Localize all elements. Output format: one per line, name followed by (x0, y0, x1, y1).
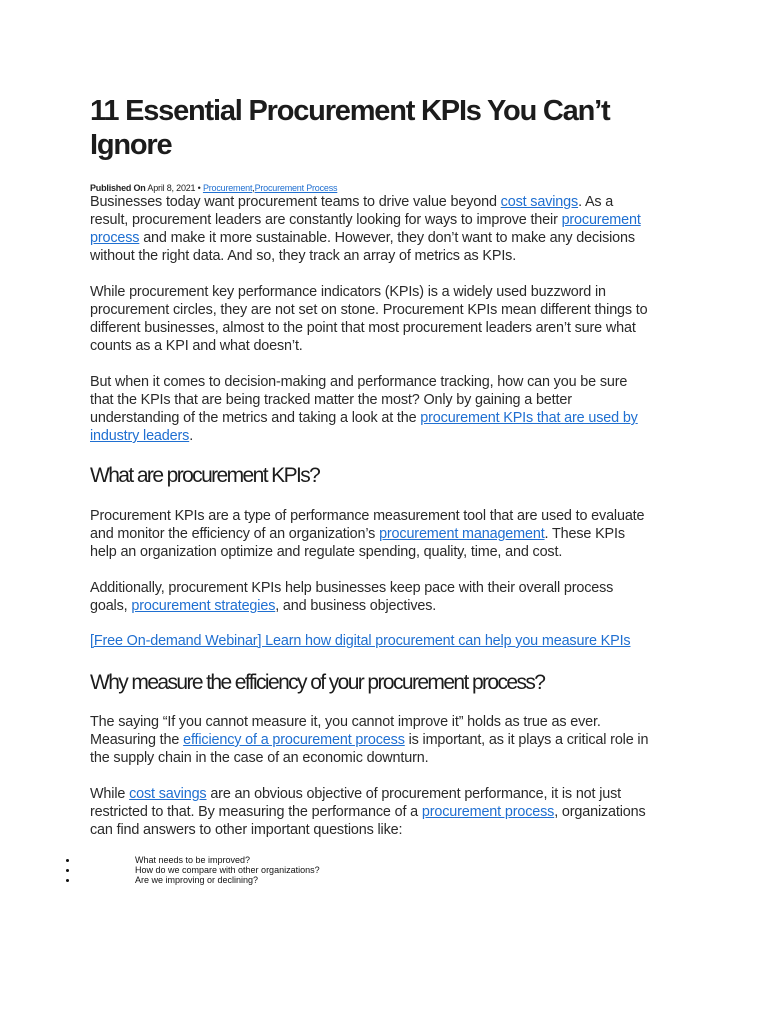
text: result, procurement leaders are constantly looking for ways to improve their (90, 212, 562, 228)
text: . As a (578, 194, 614, 210)
bullet-icon (66, 869, 69, 872)
text: restricted to that. By measuring the performance of a (90, 804, 422, 820)
text-line: The saying “If you cannot measure it, you cannot improve it” holds as true as ever. (90, 714, 601, 730)
category-separator: , (252, 183, 255, 193)
text: , and business objectives. (275, 598, 437, 614)
bullet-icon (66, 879, 69, 882)
published-date: April 8, 2021 (147, 183, 196, 193)
paragraph-cost-savings (90, 785, 680, 839)
cost-savings-link[interactable]: cost savings (500, 194, 579, 210)
paragraph-buzzword (90, 283, 680, 355)
text-line: Additionally, procurement KPIs help businesses keep pace with their overall process (90, 580, 614, 596)
text-line: different businesses, almost to the point that most procurement leaders aren’t sure what (90, 320, 636, 336)
text: are an obvious objective of procurement performance, it is not just (206, 786, 622, 802)
section-heading-what-are-kpis: What are procurement KPIs? (90, 464, 320, 487)
list-item (90, 865, 320, 875)
text-line: But when it comes to decision-making and performance tracking, how can you be sure (90, 374, 628, 390)
text: understanding of the metrics and taking a look at the (90, 410, 421, 426)
procurement-process-link-cont[interactable]: process (90, 230, 140, 246)
paragraph-definition (90, 507, 680, 561)
text-line: procurement circles, they are not set on stone. Procurement KPIs mean different things to (90, 302, 648, 318)
text: While (90, 786, 130, 802)
text: goals, (90, 598, 132, 614)
list-item (90, 875, 320, 885)
text: and monitor the efficiency of an organization’s (90, 526, 380, 542)
text-line: can find answers to other important questions like: (90, 822, 403, 838)
article-meta (90, 183, 337, 193)
article-title: 11 Essential Procurement KPIs You Can’t Ignore (90, 95, 610, 161)
text-line: help an organization optimize and regulate spending, quality, time, and cost. (90, 544, 563, 560)
paragraph-additionally (90, 579, 680, 615)
paragraph-webinar (90, 632, 680, 650)
text: and make it more sustainable. However, they don’t want to make any decisions (139, 230, 635, 246)
category-link-procurement-process[interactable]: Procurement Process (254, 183, 338, 193)
cost-savings-link-2[interactable]: cost savings (129, 786, 207, 802)
text: . (189, 428, 194, 444)
efficiency-link[interactable]: efficiency of a procurement process (183, 732, 405, 748)
category-link-procurement[interactable]: Procurement (202, 183, 253, 193)
section-heading-why-measure: Why measure the efficiency of your procurement process? (90, 671, 545, 694)
paragraph-intro (90, 193, 680, 265)
paragraph-decision (90, 373, 680, 445)
meta-separator: • (197, 183, 201, 193)
text-line: the supply chain in the case of an economic downturn. (90, 750, 429, 766)
text: Measuring the (90, 732, 184, 748)
text: is important, as it plays a critical role in (404, 732, 649, 748)
published-label: Published On (90, 183, 146, 193)
text-line: without the right data. And so, they track an array of metrics as KPIs. (90, 248, 517, 264)
procurement-management-link[interactable]: procurement management (379, 526, 545, 542)
text-line: counts as a KPI and what doesn’t. (90, 338, 303, 354)
bullet-icon (66, 859, 69, 862)
paragraph-saying (90, 713, 680, 767)
text-line: While procurement key performance indicators (KPIs) is a widely used buzzword in (90, 284, 606, 300)
questions-list (90, 855, 320, 885)
text: , organizations (554, 804, 646, 820)
text-line: that the KPIs that are being tracked matter the most? Only by gaining a better (90, 392, 572, 408)
text: Businesses today want procurement teams to drive value beyond (90, 194, 501, 210)
text-line: Procurement KPIs are a type of performance measurement tool that are used to evaluate (90, 508, 645, 524)
list-item-text: How do we compare with other organizations? (135, 865, 320, 875)
list-item-text: Are we improving or declining? (135, 875, 259, 885)
industry-kpis-link[interactable]: procurement KPIs that are used by (420, 410, 638, 426)
list-item (90, 855, 320, 865)
list-item-text: What needs to be improved? (135, 855, 251, 865)
text: . These KPIs (544, 526, 625, 542)
industry-kpis-link-cont[interactable]: industry leaders (90, 428, 190, 444)
procurement-process-link[interactable]: procurement (561, 212, 641, 228)
procurement-strategies-link[interactable]: procurement strategies (131, 598, 276, 614)
webinar-link[interactable]: [Free On-demand Webinar] Learn how digital procurement can help you measure KPIs (90, 633, 631, 649)
procurement-process-link-2[interactable]: procurement process (421, 804, 555, 820)
